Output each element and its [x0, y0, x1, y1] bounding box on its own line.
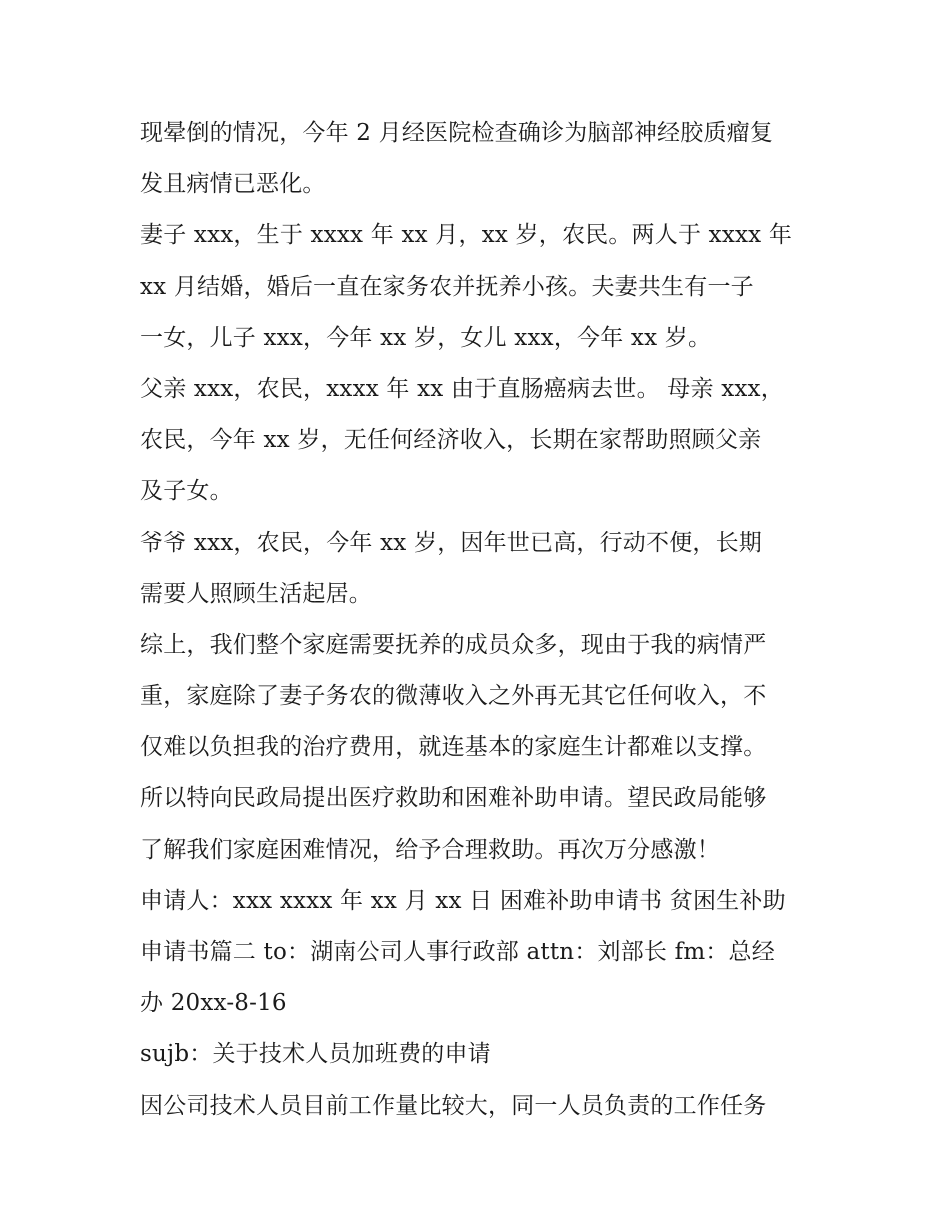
text-line: 妻子 xxx，生于 xxxx 年 xx 月，xx 岁，农民。两人于 xxxx 年 [140, 222, 793, 249]
document-body [140, 108, 820, 1132]
text-line: 综上，我们整个家庭需要抚养的成员众多，现由于我的病情严 [140, 631, 767, 658]
text-line: 需要人照顾生活起居。 [140, 580, 372, 607]
text-line: 所以特向民政局提出医疗救助和困难补助申请。望民政局能够 [140, 785, 767, 812]
text-line: 农民，今年 xx 岁，无任何经济收入，长期在家帮助照顾父亲 [140, 427, 762, 454]
text-line: xx 月结婚，婚后一直在家务农并抚养小孩。夫妻共生有一子 [140, 273, 754, 300]
text-line: 了解我们家庭困难情况，给予合理救助。再次万分感激！ [140, 836, 720, 863]
text-line: sujb：关于技术人员加班费的申请 [140, 1041, 491, 1068]
text-line: 及子女。 [140, 478, 233, 505]
text-line: 申请书篇二 to：湖南公司人事行政部 attn：刘部长 fm：总经 [140, 939, 775, 965]
text-line: 办 20xx-8-16 [140, 990, 287, 1017]
text-line: 爷爷 xxx，农民，今年 xx 岁，因年世已高，行动不便，长期 [140, 529, 762, 556]
text-line: 父亲 xxx，农民，xxxx 年 xx 由于直肠癌病去世。 母亲 xxx， [140, 375, 784, 402]
text-line: 一女，儿子 xxx，今年 xx 岁，女儿 xxx，今年 xx 岁。 [140, 324, 712, 351]
text-line: 重，家庭除了妻子务农的微薄收入之外再无其它任何收入，不 [140, 683, 767, 710]
text-line: 现晕倒的情况，今年 2 月经医院检查确诊为脑部神经胶质瘤复 [140, 120, 774, 146]
text-line: 申请人：xxx xxxx 年 xx 月 xx 日 困难补助申请书 贫困生补助 [140, 887, 786, 914]
text-line: 发且病情已恶化。 [140, 171, 326, 198]
text-line: 仅难以负担我的治疗费用，就连基本的家庭生计都难以支撑。 [140, 734, 767, 761]
text-line: 因公司技术人员目前工作量比较大，同一人员负责的工作任务 [140, 1092, 767, 1119]
